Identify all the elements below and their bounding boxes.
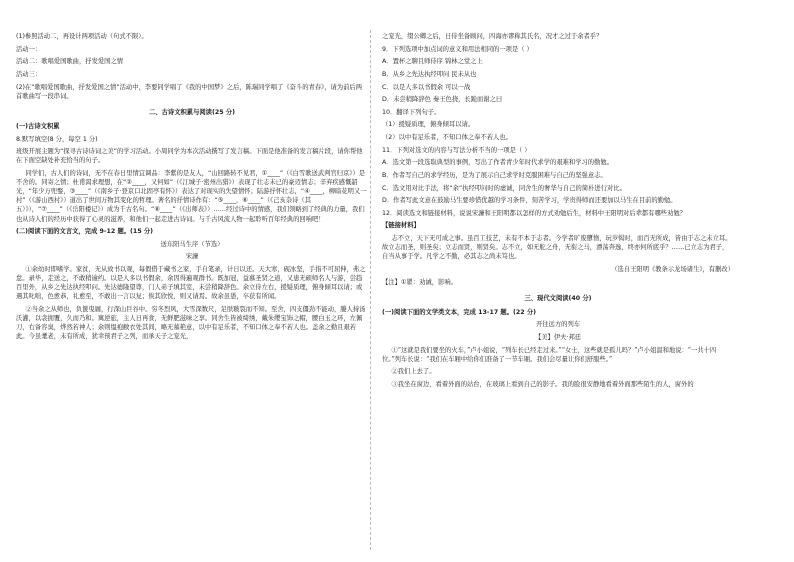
essay-para-1: ①余幼时即嗜学。家贫，无从致书以观，每假借于藏书之家，手自笔录，计日以还。天大寒，砚冰坚，手指不可屈伸，弗之怠。录毕，走送之，不敢稍逾约。以是人多以书假余，余因得遍观群书。既加冠，益慕圣贤之道，又患无硕师名人与游，尝趋百里外，从乡之先达执经叩问。先达德隆望尊，门人弟子填其室，未尝稍降辞色。余立侍左右，援疑质理，俯身倾耳以请；或遇其叱咄，色愈恭，礼愈至，不敢出一言以复；俟其欣悦，则又请焉。故余虽愚，卒获有所闻。: [16, 266, 366, 301]
column-divider: [370, 30, 371, 550]
section2-title: 二、古诗文积累与阅读(25 分): [149, 108, 235, 116]
activity-3: 活动三：: [16, 70, 42, 78]
q10-item-2: （2）以中有足乐者，不知口体之奉不若人也。: [382, 134, 512, 141]
q9-option-d: D．未尝稍降辞色 秦王色挠，长跪而谢之曰: [382, 96, 503, 104]
sub3-heading: (一)阅读下面的文学类文本，完成 13-17 题。(22 分): [382, 308, 537, 316]
story-para-3: ③我坐在窗边，看着外面的站台，在玻璃上看到自己的影子。我的脸很安静地看着外面那些陌生的人，窗外的: [391, 381, 694, 388]
q11: 11．下列对选文的内容与写法分析不当的一项是（ ）: [382, 146, 531, 154]
story-title: 开往远方的列车: [535, 321, 581, 329]
q9-option-a: A．置杯之聊且师侍序 锦林之堂之上: [382, 58, 483, 66]
q8-text: 同学们，古人们的诗词，无不在春日里情宜调品：李紫的是友人，“山回路转不见君，①____”（《白雪歌送武判官归京》）是不舍的。同寄之情；杜甫渴求理想，在“②____，又何如”（《江城子·密州出猎》）表现了壮志未已的豪迈情志；辛弃疾感慨韶光，“年少万兜鍪，③____”（《南乡子·登京口北固亭有怀》）表达了对现实的失望情怀；陆游抒怀壮志，“④____，柳暗花明又一村”（《游山西村》）道出了世间万物其变化的哲理。著名的抒情诗作有：“⑤____，⑥____”（《己亥杂诗（其五）》），“⑦____”（《岳阳楼记》）成为千古名句。“⑧____”（《出师表》）……经过诗中的情感，我们领略到了经典的力量，我们也从诗人们的经历中获得了心灵的滋养，和他们一起走进古诗词。与千古风流人物一起聆听百年经典的回响吧！: [16, 169, 367, 223]
essay-continued: 之宠光，缀公卿之后，日侍坐备顾问，四海亦谬称其氏名，况才之过于余者乎？: [382, 33, 603, 40]
footnote: 【注】①瞿：劝诫，影响。: [382, 278, 457, 286]
left-column: [16, 32, 368, 345]
link-material-text: 志不立，天下无可成之事。虽百工技艺，未有不本于志者。今学者旷废隳惰，玩岁愒时，而百无所成，皆由于志之未立耳。故立志而圣，则圣矣；立志而贤，则贤矣。志不立，如无舵之舟，无衔之马，漂荡奔逸，终亦何所底乎？……已立志为君子，自当从事于学。凡学之不勤，必其志之尚未笃也。: [382, 235, 732, 261]
essay-author: 宋濂: [185, 253, 199, 261]
story-para-1: ①“这就是我们要坐的火车，”卢小姐说，“列车长已经走过来。”“女士，这些就是孤儿吗？”卢小姐温和地说：“一共十四位。”列车长说：“我们在车厢中给你们准备了一节车厢。我们会尽量让你们舒服些。”: [382, 346, 717, 363]
sub1-heading: (一)古诗文积累: [16, 122, 60, 130]
q8: 8.默写填空(8 分，每空 1 分): [16, 135, 98, 143]
activity-1: 活动一：: [16, 45, 42, 53]
activity-2: 活动二：歌唱爱国歌曲，抒发爱国之情: [16, 58, 124, 66]
q11-option-b: B．作者写自己的求学经历，是为了展示自己求学时克服困难与自己的坚强意志。: [382, 171, 607, 179]
right-column: [382, 32, 734, 393]
sub2-heading: (二)阅读下面的文言文，完成 9-12 题。(15 分): [16, 228, 154, 236]
q-a-intro: (1)参照活动二，再设计两项活动（句式不限）。: [16, 33, 148, 40]
q11-option-c: C．选文用对比手法，将“余”执经叩问时的虚诚，同舍生的奢华与自己的简朴进行对比。: [382, 184, 626, 192]
essay-para-2: ②当余之从师也，负箧曳屣，行深山巨谷中。穷冬烈风，大雪深数尺，足肤皲裂而不知。至舍，四支僵劲不能动，媵人持汤沃灌，以衾拥覆，久而乃和。寓逆旅，主人日再食，无鲜肥滋味之享。同舍生皆被绮绣，戴朱缨宝饰之帽，腰白玉之环，左佩刀，右备容臭，烨然若神人；余则缊袍敝衣处其间，略无慕艳意，以中有足乐者，不知口体之奉不若人也。盖余之勤且艰若此。今虽耄老，未有所成，犹幸预君子之列，而承天子之宠光，: [16, 306, 366, 341]
link-material-source: （选自王阳明《教条示龙场诸生》，有删改）: [611, 265, 734, 273]
q9-option-b: B．从乡之先达执经叩问 民未从也: [382, 70, 477, 78]
story-para-2: ②我们上去了。: [391, 368, 436, 376]
link-material-title: 【链接材料】: [382, 222, 420, 230]
q-b: (2)在“歌唱爱国歌曲，抒发爱国之情”活动中，李要同学唱了《我的中国梦》之后，陈瑞同学唱了《奋斗的青春》，请为前后两首歌曲写一段串词。: [16, 83, 363, 100]
q11-option-d: D．作者写此文意在鼓励马生要珍惜优越的学习条件，刻苦学习，学贵得师而还要加以马生在目前的勤勉。: [382, 197, 677, 205]
q10-item-1: （1）援疑质理，俯身倾耳以请。: [382, 121, 475, 129]
essay-title: 送东阳马生序（节选）: [160, 240, 224, 248]
q9: 9．下列选项中加点词的意义和用法相同的一项是（ ）: [382, 45, 533, 53]
q12: 12．阅读选文和链接材料，说说宋濂和王阳明都以怎样的方式劝勉后生，材料中王阳明对后辈都有哪些劝勉？: [382, 209, 686, 217]
story-author: 【美】伊夫·邦廷: [534, 334, 582, 341]
q10: 10．翻译下列句子。: [382, 108, 441, 116]
q11-option-a: A．选文第一段选取典型的事例，写出了作者青少年时代求学的艰难和学习的勤勉。: [382, 159, 613, 167]
q8-intro: 班级开展主题为“探寻古诗诗词之美”的学习活动。小周同学为本次活动撰写了发言稿。下面是他准备的发言稿片段，请你帮他在下面空缺处补充恰当的句子。: [16, 148, 363, 165]
section3-title: 三、现代文阅读(40 分): [524, 294, 592, 302]
q9-option-c: C．以是人多以书假余 可以一战: [382, 83, 471, 91]
